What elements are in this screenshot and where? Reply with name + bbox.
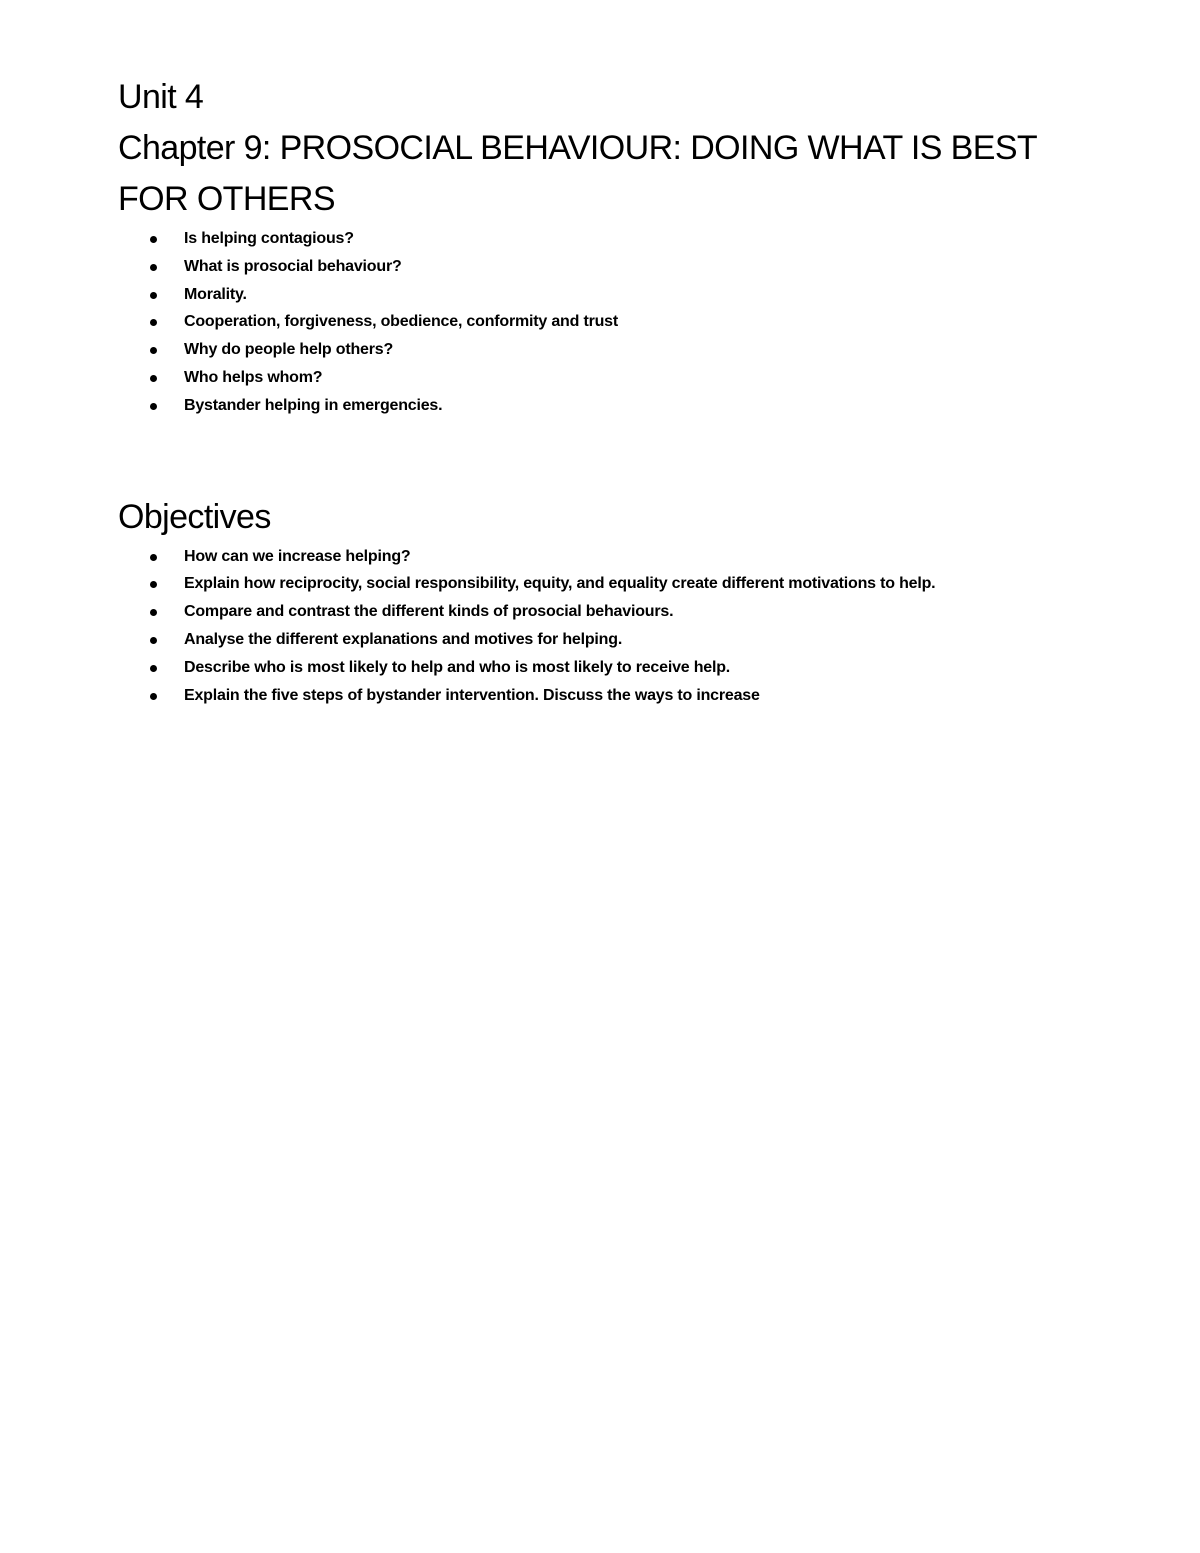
list-item-text: Why do people help others? (184, 341, 394, 359)
bullet-icon (150, 292, 157, 299)
bullet-icon (150, 236, 157, 243)
list-item (118, 598, 1118, 626)
bullet-icon (150, 375, 157, 382)
bullet-icon (150, 693, 157, 700)
list-item-text: Explain how reciprocity, social responsibility, equity, and equality create different motivations to help. (184, 575, 936, 593)
list-item-text: Morality. (184, 285, 247, 303)
list-item (118, 570, 1118, 598)
list-item (118, 281, 1118, 309)
list-item (118, 682, 1118, 710)
list-item-text: What is prosocial behaviour? (184, 257, 402, 275)
bullet-icon (150, 581, 157, 588)
list-item (118, 336, 1118, 364)
list-item (118, 626, 1118, 654)
bullet-icon (150, 264, 157, 271)
list-item (118, 543, 1118, 571)
topics-list (118, 225, 1118, 420)
list-item-text: Who helps whom? (184, 368, 323, 386)
list-item-text: Describe who is most likely to help and who is most likely to receive help. (184, 658, 731, 676)
bullet-icon (150, 554, 157, 561)
bullet-icon (150, 347, 157, 354)
list-item-text: Cooperation, forgiveness, obedience, conformity and trust (184, 313, 618, 331)
list-item (118, 253, 1118, 281)
bullet-icon (150, 403, 157, 410)
list-item-text: Analyse the different explanations and motives for helping. (184, 630, 623, 648)
list-item-text: How can we increase helping? (184, 547, 411, 565)
list-item-text: Bystander helping in emergencies. (184, 396, 443, 414)
bullet-icon (150, 665, 157, 672)
bullet-icon (150, 637, 157, 644)
list-item (118, 308, 1118, 336)
bullet-icon (150, 609, 157, 616)
unit-title: Unit 4 (118, 78, 204, 116)
list-item-text: Compare and contrast the different kinds of prosocial behaviours. (184, 603, 674, 621)
objectives-heading: Objectives (118, 497, 271, 536)
list-item-text: Explain the five steps of bystander intervention. Discuss the ways to increase (184, 686, 760, 704)
objectives-list (118, 543, 1118, 710)
page-content (118, 72, 1118, 709)
list-item (118, 364, 1118, 392)
list-item (118, 225, 1118, 253)
chapter-title: Chapter 9: PROSOCIAL BEHAVIOUR: DOING WHAT IS BEST FOR OTHERS (118, 129, 1037, 218)
list-item (118, 654, 1118, 682)
list-item-text: Is helping contagious? (184, 230, 354, 247)
bullet-icon (150, 319, 157, 326)
list-item (118, 392, 1118, 420)
